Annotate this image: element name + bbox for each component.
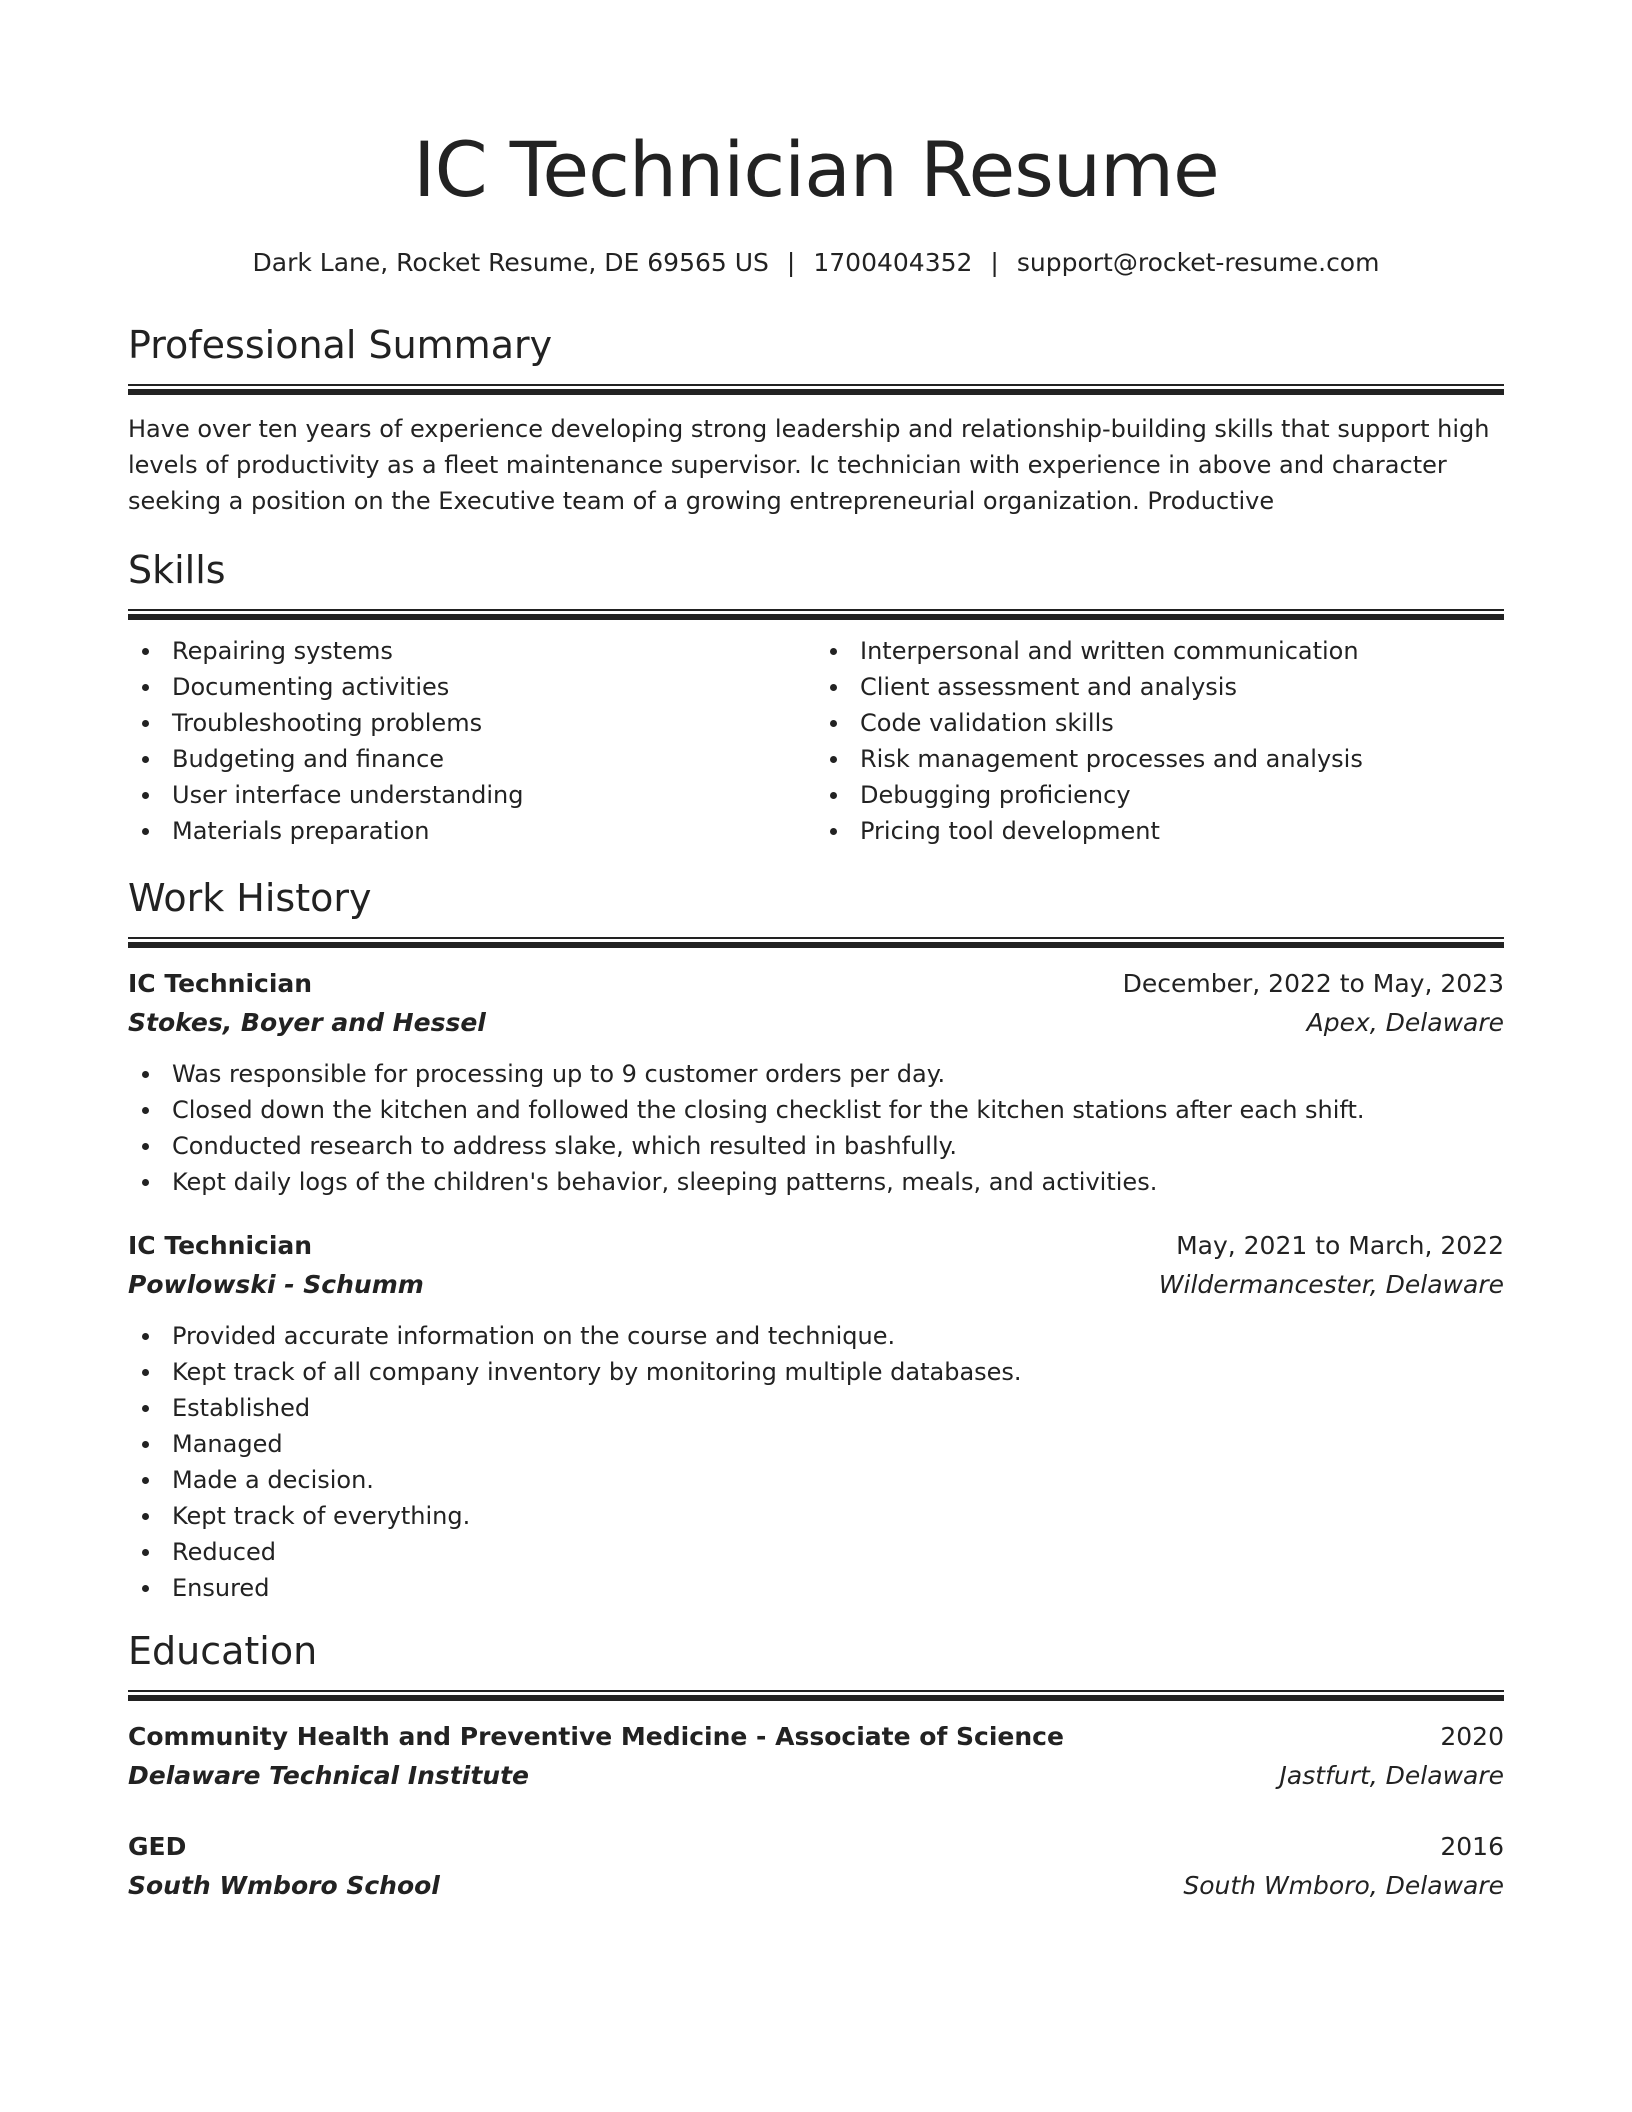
education-school: Delaware Technical Institute bbox=[128, 1761, 529, 1790]
skills-columns bbox=[128, 633, 1504, 849]
section-divider bbox=[128, 937, 1504, 948]
education-school-row bbox=[128, 1757, 1504, 1795]
work-history-section bbox=[128, 873, 1504, 1606]
section-title: Education bbox=[128, 1629, 318, 1673]
contact-address: Dark Lane, Rocket Resume, DE 69565 US bbox=[252, 248, 769, 277]
job-duty: Established bbox=[128, 1390, 1504, 1426]
job-header-row bbox=[128, 964, 1504, 1004]
job-duty: Closed down the kitchen and followed the closing checklist for the kitchen stations after each shift. bbox=[128, 1092, 1504, 1128]
education-header-row bbox=[128, 1827, 1504, 1867]
professional-summary-section bbox=[128, 320, 1504, 519]
summary-text: Have over ten years of experience developing strong leadership and relationship-building skills that support high levels of productivity as a fleet maintenance supervisor. Ic technician with experience in above and character seeking a position on the Executive team of a growing entrepreneurial organization. Productive bbox=[128, 415, 1490, 515]
section-divider bbox=[128, 609, 1504, 620]
job-duty: Managed bbox=[128, 1426, 1504, 1462]
job-duty: Kept track of all company inventory by monitoring multiple databases. bbox=[128, 1354, 1504, 1390]
education-entry bbox=[128, 1717, 1504, 1795]
job-duty: Kept track of everything. bbox=[128, 1498, 1504, 1534]
job-entry bbox=[128, 1226, 1504, 1606]
skill-item: Risk management processes and analysis bbox=[816, 741, 1504, 777]
job-duty: Provided accurate information on the course and technique. bbox=[128, 1318, 1504, 1354]
education-school-row bbox=[128, 1867, 1504, 1905]
job-duty: Made a decision. bbox=[128, 1462, 1504, 1498]
job-company-row bbox=[128, 1266, 1504, 1304]
section-divider bbox=[128, 384, 1504, 395]
job-company-row bbox=[128, 1004, 1504, 1042]
resume-title: IC Technician Resume bbox=[413, 125, 1219, 214]
skill-item: Pricing tool development bbox=[816, 813, 1504, 849]
contact-line bbox=[128, 246, 1504, 280]
skill-item: User interface understanding bbox=[128, 777, 816, 813]
job-duty: Ensured bbox=[128, 1570, 1504, 1606]
job-entry bbox=[128, 964, 1504, 1200]
job-duties-list bbox=[128, 1056, 1504, 1200]
contact-email: support@rocket-resume.com bbox=[1016, 248, 1380, 277]
education-entry bbox=[128, 1827, 1504, 1905]
job-location: Apex, Delaware bbox=[1306, 1008, 1504, 1037]
job-dates: December, 2022 to May, 2023 bbox=[1122, 969, 1504, 998]
skills-column-left bbox=[128, 633, 816, 849]
section-title: Professional Summary bbox=[128, 323, 553, 367]
job-duty: Reduced bbox=[128, 1534, 1504, 1570]
skill-item: Documenting activities bbox=[128, 669, 816, 705]
resume-header bbox=[128, 0, 1504, 280]
education-degree: GED bbox=[128, 1832, 187, 1861]
job-duty: Kept daily logs of the children's behavior, sleeping patterns, meals, and activities. bbox=[128, 1164, 1504, 1200]
job-location: Wildermancester, Delaware bbox=[1158, 1270, 1504, 1299]
job-company: Stokes, Boyer and Hessel bbox=[128, 1008, 486, 1037]
skill-item: Budgeting and finance bbox=[128, 741, 816, 777]
contact-separator: | bbox=[990, 248, 999, 277]
section-divider bbox=[128, 1690, 1504, 1701]
skill-item: Interpersonal and written communication bbox=[816, 633, 1504, 669]
skill-item: Client assessment and analysis bbox=[816, 669, 1504, 705]
education-location: South Wmboro, Delaware bbox=[1183, 1871, 1504, 1900]
skill-item: Code validation skills bbox=[816, 705, 1504, 741]
contact-phone: 1700404352 bbox=[813, 248, 973, 277]
education-section bbox=[128, 1626, 1504, 1905]
education-degree: Community Health and Preventive Medicine - Associate of Science bbox=[128, 1722, 1064, 1751]
skill-item: Repairing systems bbox=[128, 633, 816, 669]
skill-item: Debugging proficiency bbox=[816, 777, 1504, 813]
job-title: IC Technician bbox=[128, 1231, 313, 1260]
skills-section bbox=[128, 545, 1504, 849]
education-year: 2020 bbox=[1440, 1722, 1504, 1751]
job-company: Powlowski - Schumm bbox=[128, 1270, 424, 1299]
skill-item: Troubleshooting problems bbox=[128, 705, 816, 741]
education-header-row bbox=[128, 1717, 1504, 1757]
skills-list bbox=[128, 633, 816, 849]
job-title: IC Technician bbox=[128, 969, 313, 998]
job-duties-list bbox=[128, 1318, 1504, 1606]
skills-column-right bbox=[816, 633, 1504, 849]
education-school: South Wmboro School bbox=[128, 1871, 440, 1900]
section-title: Skills bbox=[128, 548, 226, 592]
job-header-row bbox=[128, 1226, 1504, 1266]
contact-separator: | bbox=[786, 248, 796, 277]
education-location: Jastfurt, Delaware bbox=[1279, 1761, 1504, 1790]
job-duty: Conducted research to address slake, which resulted in bashfully. bbox=[128, 1128, 1504, 1164]
skill-item: Materials preparation bbox=[128, 813, 816, 849]
section-title: Work History bbox=[128, 876, 372, 920]
education-year: 2016 bbox=[1440, 1832, 1504, 1861]
job-dates: May, 2021 to March, 2022 bbox=[1176, 1231, 1504, 1260]
skills-list bbox=[816, 633, 1504, 849]
job-duty: Was responsible for processing up to 9 customer orders per day. bbox=[128, 1056, 1504, 1092]
